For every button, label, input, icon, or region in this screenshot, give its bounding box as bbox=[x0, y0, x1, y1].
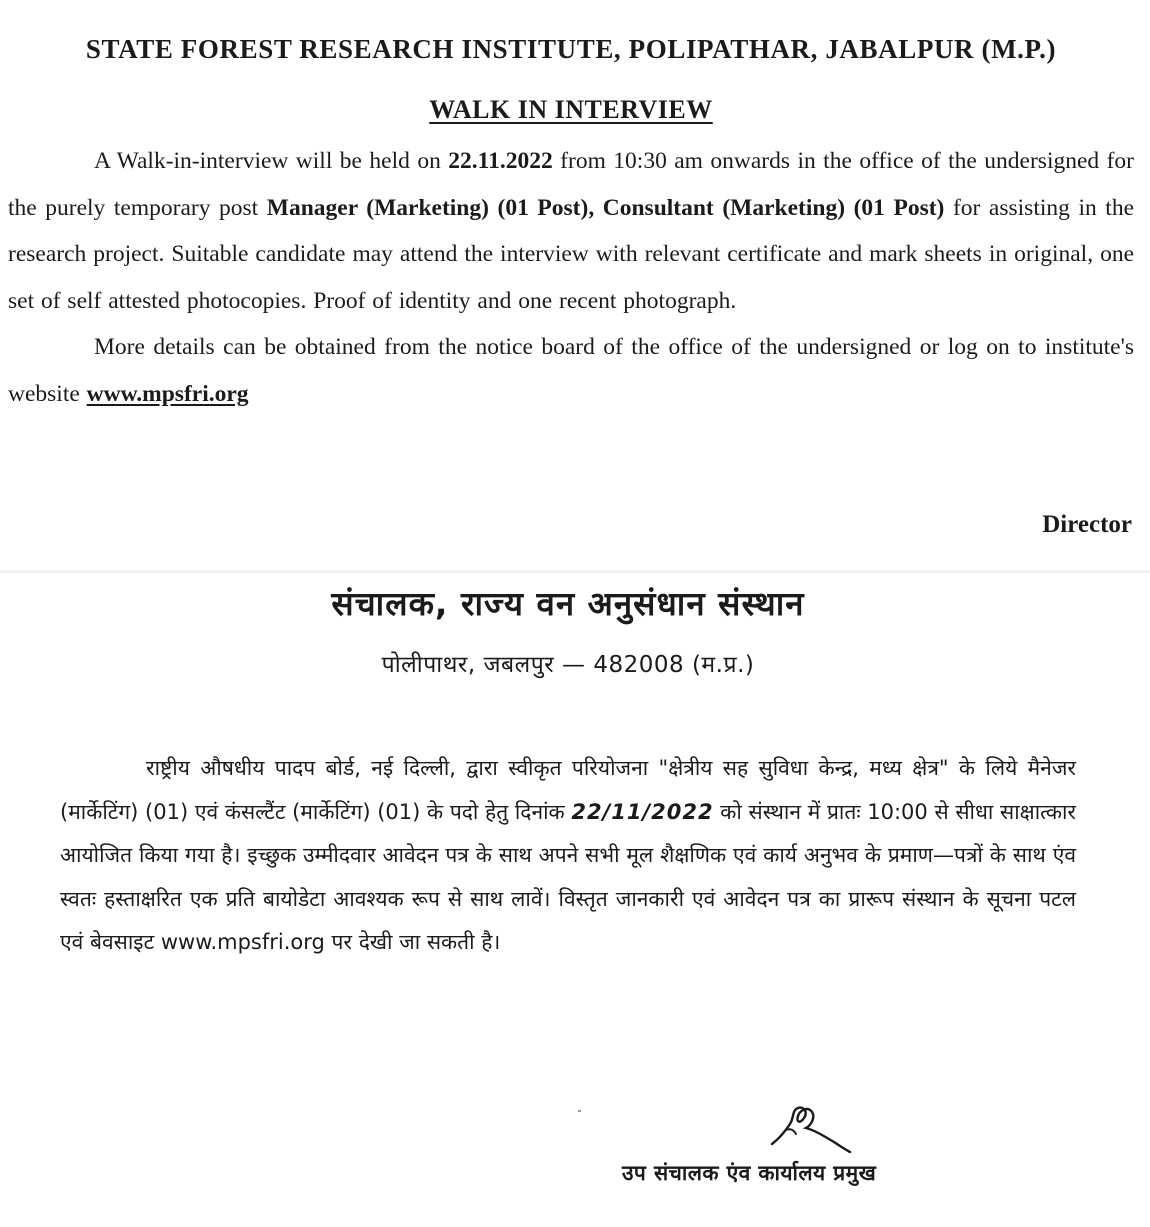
handwritten-signature bbox=[768, 1100, 852, 1154]
interview-details-paragraph bbox=[8, 138, 1134, 324]
hindi-body-b: को संस्थान में प्रातः 10:00 से सीधा साक्षात्कार आयोजित किया गया है। इच्छुक उम्मीदवार आवेदन पत्र के साथ अपने सभी मूल शैक्षणिक एवं कार्य अनुभव के प्रमाण—पत्रों के साथ एंव स्वतः हस्ताक्षरित एक प्रति बायोडेटा आवश्यक रूप से साथ लावें। विस्तृत जानकारी एवं आवेदन पत्र का प्रारूप संस्थान के सूचना पटल एवं बेवसाइट bbox=[60, 799, 1076, 954]
signatory-director: Director bbox=[1042, 511, 1132, 538]
website-link[interactable]: www.mpsfri.org bbox=[86, 380, 249, 407]
institute-title: STATE FOREST RESEARCH INSTITUTE, POLIPATHAR, JABALPUR (M.P.) bbox=[85, 34, 1057, 64]
interview-date: 22.11.2022 bbox=[448, 148, 553, 174]
hindi-website-link[interactable]: www.mpsfri.org bbox=[160, 930, 325, 954]
hindi-body-c: पर देखी जा सकती है। bbox=[324, 930, 501, 954]
hindi-address: पोलीपाथर, जबलपुर — 482008 (म.प्र.) bbox=[381, 652, 755, 678]
hindi-title: संचालक, राज्य वन अनुसंधान संस्थान bbox=[331, 584, 805, 623]
para1-text-a: A Walk-in-interview will be held on bbox=[94, 148, 449, 174]
section-divider bbox=[0, 570, 1150, 573]
hindi-body-paragraph bbox=[60, 747, 1076, 965]
handwritten-date: 22/11/2022 bbox=[571, 799, 714, 824]
more-details-paragraph bbox=[8, 324, 1134, 417]
hindi-designation: उप संचालक एंव कार्यालय प्रमुख bbox=[622, 1161, 877, 1185]
para2-text-a: More details can be obtained from the notice board of the office of the undersigned or log on to institute's website bbox=[8, 334, 1134, 407]
walk-in-interview-heading bbox=[8, 95, 1134, 125]
scan-speck bbox=[578, 1110, 581, 1112]
post-names: Manager (Marketing) (01 Post), Consultant (Marketing) (01 Post) bbox=[266, 194, 945, 221]
para1-text-b: from 10:30 am onwards in the office of the undersigned for the purely temporary post bbox=[8, 148, 1134, 221]
hindi-body-a: राष्ट्रीय औषधीय पादप बोर्ड, नई दिल्ली, द्वारा स्वीकृत परियोजना "क्षेत्रीय सह सुविधा केन्द्र, मध्य क्षेत्र" के लिये मैनेजर (मार्केटिंग) (01) एवं कंसल्टैंट (मार्केटिंग) (01) के पदो हेतु दिनांक bbox=[60, 756, 1076, 824]
english-notice bbox=[8, 28, 1134, 417]
heading-text: WALK IN INTERVIEW bbox=[429, 95, 713, 124]
para1-text-c: for assisting in the research project. Suitable candidate may attend the interview with relevant certificate and mark sheets in original, one set of self attested photocopies. Proof of identity and one recent photograph. bbox=[8, 194, 1135, 314]
